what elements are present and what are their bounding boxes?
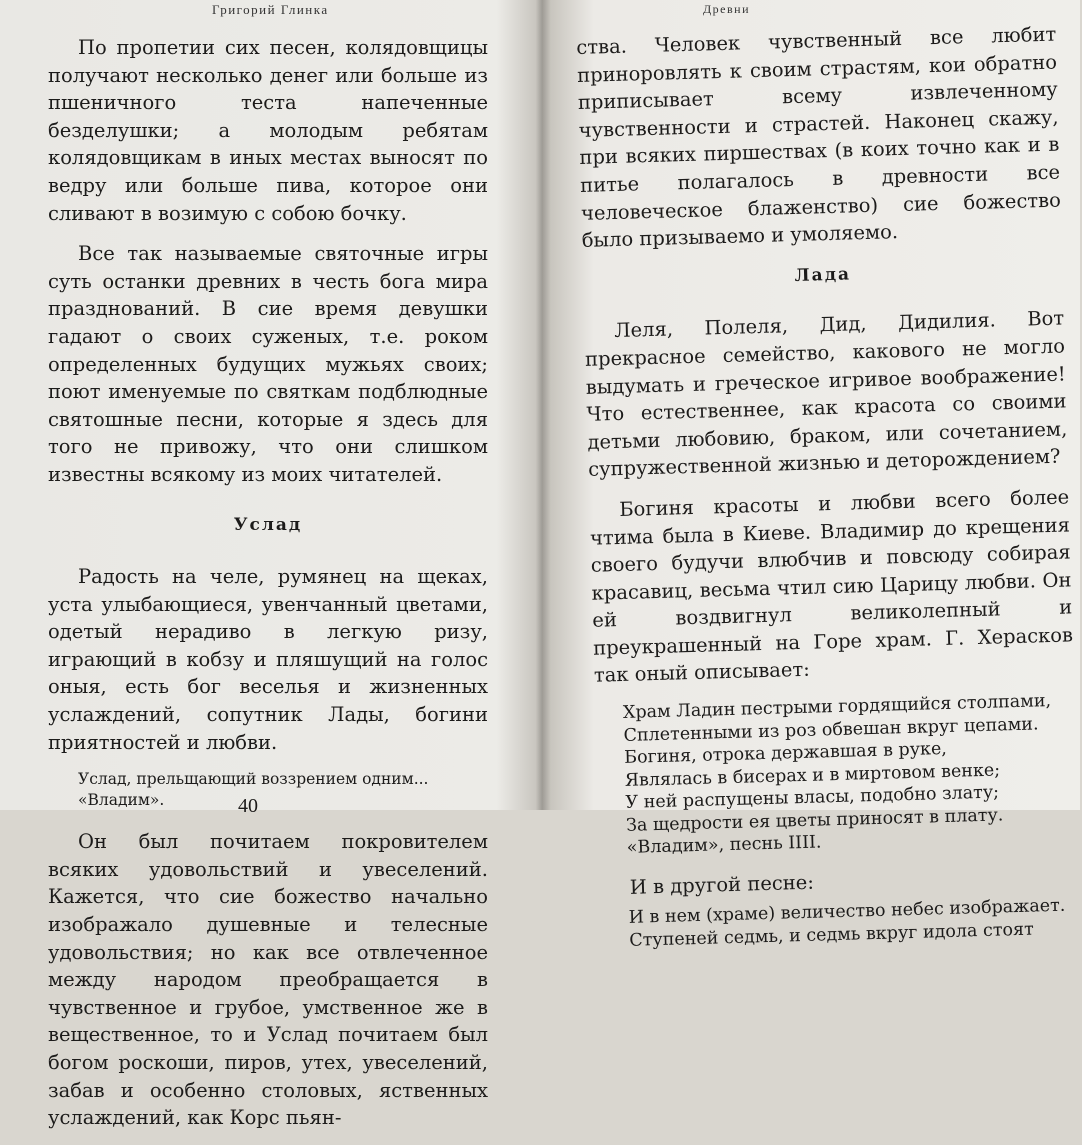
left-text-column (48, 34, 488, 1145)
right-text-column (576, 21, 1082, 967)
paragraph: Леля, Полеля, Дид, Дидилия. Вот прекрасное семейство, какового не могло выдумать и гречеcкое игривое воображение! Что естественнее, как красота со своими детьми любовию, браком, или сочетанием, супружественной жизнью и деторождением? (584, 306, 1068, 482)
quote-line: Услад, прельщающий воззрением одним... (78, 770, 429, 789)
paragraph: И в другой песне: (629, 870, 815, 899)
paragraph: Богиня красоты и любви всего более чтима была в Киеве. Владимир до крещения своего будучи влюбчив и повсюду собирая красавиц, весьма чтил сию Царицу любви. Он ей воздвигнул великолепный и преукрашенный на Горе храм. Г. Херасков так оный описывает: (589, 485, 1074, 688)
page-number: 40 (238, 795, 258, 817)
section-heading-uslad: Услад (233, 514, 303, 535)
section-heading-lada: Лада (794, 264, 852, 286)
quote-block (78, 769, 488, 811)
verse-source: «Владим», песнь IIII. (626, 832, 822, 858)
paragraph: Радость на челе, румянец на щеках, уста улыбающиеся, увенчанный цветами, одетый нерадиво в легкую ризу, играющий в кобзу и пляшущий на голос оныя, есть бог веселья и жизненных услаждений, сопутник Лады, богини приятностей и любви. (48, 565, 488, 754)
verse-line: Ступеней седмь, и седмь вкруг идола стоят (629, 919, 1035, 951)
quote-source: «Владим». (78, 791, 165, 810)
verse-block-2 (628, 894, 1081, 952)
verse-block (623, 689, 1079, 859)
verse-line: Храм Ладин пестрыми гордящийся столпами, (622, 691, 1052, 724)
running-head-title: Древни (703, 2, 751, 16)
verse-line: И в нем (храме) величество небес изображает. (628, 895, 1066, 929)
verse-line: Сплетенными из роз обвешан вкруг цепами. (623, 713, 1039, 746)
paragraph: Он был почитаем покровителем всяких удовольствий и увеселений. Кажется, что сие божество начально изображало душевные и телесные удовольствия; но как все отвлеченное между народом преобращается в чувственное и грубое, умственное же в вещественное, то и Услад почитаем был богом роскоши, пиров, утех, увеселений, забав и особенно столовых, яственных услаждений, как Корс пьян- (48, 830, 488, 1130)
verse-line: За щедрости ея цветы приносят в плату. (625, 804, 1004, 836)
running-head-author: Григорий Глинка (212, 2, 329, 17)
verse-line: У ней распущены власы, подобно злату; (625, 782, 1000, 813)
paragraph: По пропетии сих песен, колядовщицы получают несколько денег или больше из пшеничного теста напеченные безделушки; а молодым ребятам колядовщикам в иных местах выносят по ведру или больше пива, которое они сливают в возимую с собою бочку. (48, 36, 488, 225)
verse-line: Богиня, отрока державшая в руке, (623, 738, 948, 768)
verse-line: Являлась в бисерах и в миртовом венке; (624, 760, 1001, 791)
paragraph: ства. Человек чувственный все любит приноровлять к своим страстям, кои обратно приписывает всему извлеченному чувственности и страстей. Наконец скажу, при всяких пиршествах (в коих точно как и в питье полагалось в древности все человеческое блаженство) сие божество было призываемо и умоляемо. (576, 22, 1062, 253)
paragraph: Все так называемые святочные игры суть останки древних в честь бога мира празднований. В сие время девушки гадают о своих суженых, т.е. роком определенных будущих мужьях своих; поют именуемые по святкам подблюдные святошные песни, которые я здесь для того не привожу, что они слишком известны всякому из моих читателей. (48, 242, 488, 486)
left-page (0, 0, 520, 1130)
right-page (548, 0, 1080, 951)
